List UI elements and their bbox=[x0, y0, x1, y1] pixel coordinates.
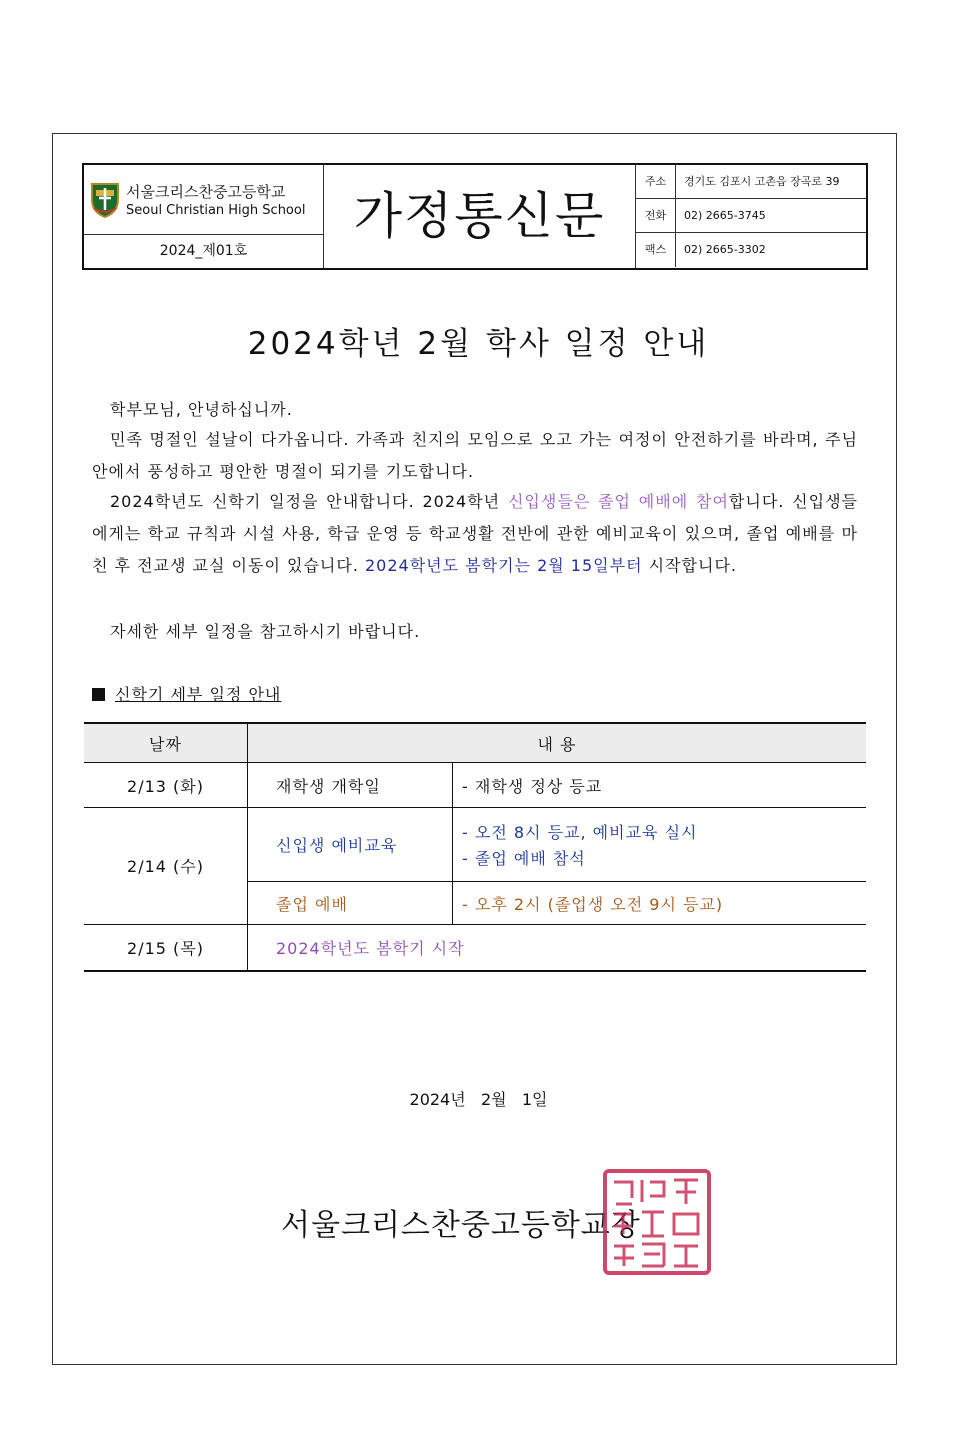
row-event: 신입생 예비교육 bbox=[276, 836, 398, 855]
contact-label: 주소 bbox=[636, 165, 676, 198]
row-detail: - 오전 8시 등교, 예비교육 실시 bbox=[462, 823, 698, 842]
paragraph-text: 2024학년도 신학기 일정을 안내합니다. 2024학년 bbox=[110, 492, 508, 511]
table-rule bbox=[84, 807, 866, 808]
row-detail: - 오후 2시 (졸업생 오전 9시 등교) bbox=[462, 895, 724, 914]
table-rule bbox=[248, 881, 866, 882]
table-rule bbox=[84, 970, 866, 972]
issue-date: 2024년 2월 1일 bbox=[409, 1090, 548, 1109]
school-name-en: Seoul Christian High School bbox=[126, 203, 306, 218]
contact-value: 02) 2665-3302 bbox=[684, 243, 766, 256]
paragraph-schedule bbox=[92, 486, 858, 582]
highlight-text: 신입생들은 졸업 예배에 참여 bbox=[507, 492, 729, 511]
table-rule bbox=[84, 722, 866, 724]
section-heading bbox=[92, 682, 281, 705]
paragraph-text: 합니다. 신입생들에게는 학교 규칙과 시설 사용, 학급 운영 등 학교생활 전반에 관한 예비교육이 있으며, 졸업 예배를 마친 후 전교생 교실 이동이 있습니다. bbox=[92, 492, 859, 575]
contact-label: 팩스 bbox=[636, 233, 676, 267]
schedule-table bbox=[84, 722, 866, 972]
black-square-icon bbox=[92, 688, 105, 701]
row-event: 재학생 개학일 bbox=[276, 777, 381, 796]
contact-phone-row bbox=[636, 199, 866, 233]
section-title: 신학기 세부 일정 안내 bbox=[115, 685, 282, 704]
contact-fax-row bbox=[636, 233, 866, 267]
row-date: 2/14 (수) bbox=[127, 857, 204, 876]
school-block bbox=[84, 165, 324, 235]
paragraph-closing: 자세한 세부 일정을 참고하시기 바랍니다. bbox=[110, 622, 421, 641]
row-detail: - 재학생 정상 등교 bbox=[462, 777, 603, 796]
contact-label: 전화 bbox=[636, 199, 676, 232]
document-title: 2024학년 2월 학사 일정 안내 bbox=[247, 326, 710, 362]
row-event: 졸업 예배 bbox=[276, 895, 348, 914]
contact-address-row bbox=[636, 165, 866, 199]
principal-signature: 서울크리스찬중고등학교장 bbox=[281, 1208, 641, 1243]
contact-value: 경기도 김포시 고촌읍 장곡로 39 bbox=[684, 175, 840, 188]
header-content: 내 용 bbox=[537, 735, 577, 754]
school-name-ko: 서울크리스찬중고등학교 bbox=[126, 183, 286, 201]
row-date: 2/15 (목) bbox=[127, 939, 204, 958]
table-divider bbox=[247, 722, 248, 972]
table-divider bbox=[452, 762, 453, 924]
school-emblem-icon bbox=[90, 182, 120, 218]
header-date: 날짜 bbox=[149, 735, 182, 754]
row-detail: - 졸업 예배 참석 bbox=[462, 849, 586, 868]
row-date: 2/13 (화) bbox=[127, 777, 204, 796]
row-event: 2024학년도 봄학기 시작 bbox=[276, 939, 465, 958]
table-rule bbox=[84, 762, 866, 763]
emphasis-text: 2024학년도 봄학기는 2월 15일부터 bbox=[365, 556, 643, 575]
paragraph-text: 시작합니다. bbox=[642, 556, 737, 575]
issue-number: 2024_제01호 bbox=[84, 235, 324, 268]
paragraph-holiday: 민족 명절인 설날이 다가옵니다. 가족과 친지의 모임으로 오고 가는 여정이 안전하기를 바라며, 주님 안에서 풍성하고 평안한 명절이 되기를 기도합니다. bbox=[92, 430, 858, 481]
contact-value: 02) 2665-3745 bbox=[684, 209, 766, 222]
official-seal-stamp bbox=[602, 1168, 712, 1276]
table-rule bbox=[84, 924, 866, 925]
newsletter-header bbox=[82, 163, 868, 270]
newsletter-title: 가정통신문 bbox=[324, 165, 636, 268]
greeting: 학부모님, 안녕하십니까. bbox=[110, 400, 293, 419]
